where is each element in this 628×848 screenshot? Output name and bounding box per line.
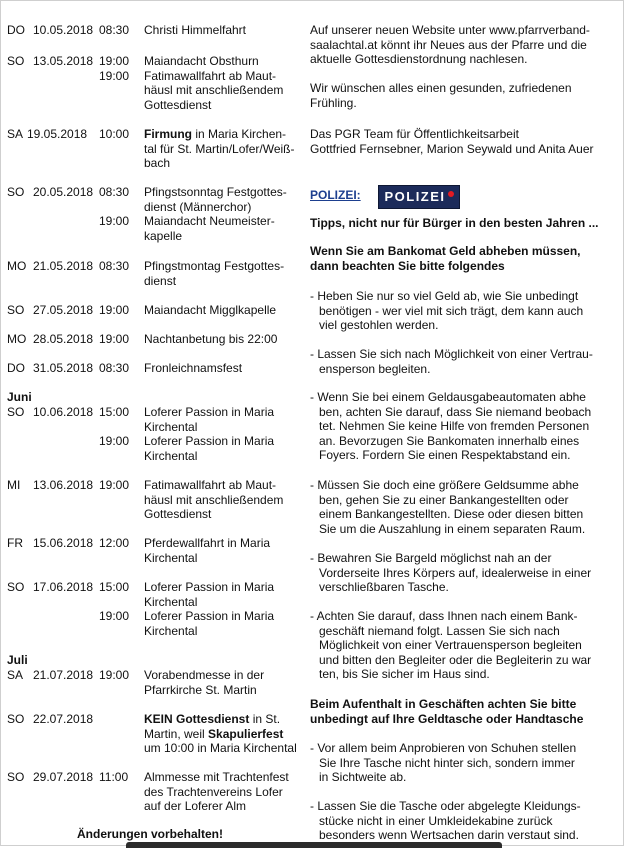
event-weekday: SO <box>7 303 25 317</box>
event-time: 08:30 <box>99 361 130 375</box>
tip-item: - Wenn Sie bei einem Geldausgabeautomaten abhe ben, achten Sie darauf, dass Sie niemand beobach tet. Nehmen Sie keine Hilfe von fremden Personen an. Bevorzugen Sie Bankomaten innerhalb eines Foyers. Fordern Sie einen Respektabstand ein. <box>310 390 592 463</box>
event-weekday: DO <box>7 23 25 37</box>
event-weekday: MO <box>7 259 27 273</box>
event-date: 15.06.2018 <box>33 536 94 550</box>
event-weekday: MO <box>7 332 27 346</box>
event-text: Maiandacht Neumeister- <box>144 214 275 229</box>
website-paragraph: Auf unserer neuen Website unter www.pfarrverband- saalachtal.at könnt ihr Neues aus der Pfarre und die aktuelle Gottesdienstordnung nachlesen. <box>310 23 590 67</box>
event-time: 19:00 <box>99 668 130 682</box>
event-text: Pfingstmontag Festgottes- <box>144 259 285 273</box>
event-date: 13.05.2018 <box>33 54 94 68</box>
event-text: Fatimawallfahrt ab Maut- <box>144 68 277 83</box>
event-weekday: SO <box>7 580 25 594</box>
event-time: 11:00 <box>99 770 129 784</box>
event-text: des Trachtenvereins Lofer <box>144 784 283 799</box>
event-text: häusl mit anschließendem <box>144 492 284 507</box>
event-highlight: Skapulierfest <box>208 726 284 741</box>
event-date: 10.06.2018 <box>33 405 94 419</box>
event-highlight: Firmung <box>144 127 192 141</box>
event-text: Pfarrkirche St. Martin <box>144 682 257 697</box>
event-weekday: DO <box>7 361 25 375</box>
tip-item: - Müssen Sie doch eine größere Geldsumme abhe ben, gehen Sie zu einer Bankangestellten oder einem Bankangestellten. Diese oder diesen bitten Sie um die Auszahlung in einem separaten Raum. <box>310 478 586 536</box>
event-text: tal für St. Martin/Lofer/Weiß- <box>144 141 295 156</box>
event-text: Loferer Passion in Maria <box>144 434 275 449</box>
event-text: Kirchental <box>144 448 198 463</box>
event-time: 19:00 <box>99 332 130 346</box>
event-highlight: KEIN Gottesdienst <box>144 712 250 726</box>
tip-item: - Heben Sie nur so viel Geld ab, wie Sie unbedingt benötigen - wer viel mit sich trägt, dem kann auch viel gestohlen werden. <box>310 289 584 333</box>
event-time: 08:30 <box>99 259 130 273</box>
badge-dot-icon <box>448 191 454 197</box>
event-date: 20.05.2018 <box>33 185 94 199</box>
event-weekday: SO <box>7 712 25 726</box>
event-time: 10:00 <box>99 127 130 141</box>
event-time: 19:00 <box>99 303 130 317</box>
event-time: 19:00 <box>99 214 130 229</box>
event-date: 19.05.2018 <box>27 127 88 141</box>
event-weekday: SO <box>7 54 25 68</box>
event-text: Kirchental <box>144 419 198 434</box>
event-weekday: SA <box>7 668 24 682</box>
event-weekday: SO <box>7 185 25 199</box>
event-text: Kirchental <box>144 594 198 609</box>
event-weekday: SO <box>7 770 25 784</box>
event-time: 12:00 <box>99 536 130 550</box>
tip-item: - Bewahren Sie Bargeld möglichst nah an der Vorderseite Ihres Körpers auf, idealerweise in einer verschließbaren Tasche. <box>310 551 592 595</box>
event-text: häusl mit anschließendem <box>144 83 284 98</box>
tips-title: Tipps, nicht nur für Bürger in den besten Jahren ... <box>310 216 599 230</box>
event-text: Almmesse mit Trachtenfest <box>144 770 289 784</box>
event-text: Kirchental <box>144 550 198 565</box>
event-time: 08:30 <box>99 23 130 37</box>
polizei-logo: POLIZEI <box>378 185 460 209</box>
event-date: 31.05.2018 <box>33 361 94 375</box>
event-date: 21.05.2018 <box>33 259 94 273</box>
event-text: um 10:00 in Maria Kirchental <box>144 741 297 756</box>
event-text: Pferdewallfahrt in Maria <box>144 536 271 550</box>
team-signature: Das PGR Team für Öffentlichkeitsarbeit Gottfried Fernsebner, Marion Seywald und Anita Auer <box>310 127 594 156</box>
event-text: bach <box>144 156 171 171</box>
event-date: 21.07.2018 <box>33 668 94 682</box>
event-weekday: FR <box>7 536 23 550</box>
event-time: 19:00 <box>99 54 130 68</box>
event-weekday: MI <box>7 478 21 492</box>
event-text: in St. <box>249 712 281 726</box>
event-time: 15:00 <box>99 580 130 594</box>
event-text: in Maria Kirchen- <box>192 127 287 141</box>
event-weekday: SO <box>7 405 25 419</box>
event-date: 22.07.2018 <box>33 712 94 726</box>
tip-item: - Achten Sie darauf, dass Ihnen nach einem Bank- geschäft niemand folgt. Lassen Sie sich nach Möglichkeit von einer Vertrauensperson begleiten und bitten den Begleiter oder die Begleiterin zu war ten, bis Sie sicher im Haus sind. <box>310 609 592 682</box>
changes-reserved-note: Änderungen vorbehalten! <box>77 827 224 841</box>
event-text: Fatimawallfahrt ab Maut- <box>144 478 277 492</box>
event-text: Vorabendmesse in der <box>144 668 265 682</box>
month-heading-july: Juli <box>7 653 28 667</box>
event-date: 28.05.2018 <box>33 332 94 346</box>
event-time: 19:00 <box>99 609 130 624</box>
event-text: Loferer Passion in Maria <box>144 609 275 624</box>
event-text: Loferer Passion in Maria <box>144 580 275 594</box>
event-text: Gottesdienst <box>144 507 212 522</box>
horizontal-scrollbar[interactable] <box>126 842 502 848</box>
event-text: Kirchental <box>144 623 198 638</box>
event-text: Maiandacht Migglkapelle <box>144 303 277 317</box>
event-text: auf der Loferer Alm <box>144 799 247 814</box>
event-weekday: SA <box>7 127 24 141</box>
event-time: 08:30 <box>99 185 130 199</box>
event-text: Nachtanbetung bis 22:00 <box>144 332 278 346</box>
tip-item: - Lassen Sie die Tasche oder abgelegte Kleidungs- stücke nicht in einer Umkleidekabine zurück besonders wenn Wertsachen darin verstaut sind. <box>310 799 581 843</box>
polizei-label: POLIZEI: <box>310 188 361 202</box>
event-text: Fronleichnamsfest <box>144 361 243 375</box>
event-date: 13.06.2018 <box>33 478 94 492</box>
event-text: Pfingstsonntag Festgottes- <box>144 185 287 199</box>
event-text: Maiandacht Obsthurn <box>144 54 259 68</box>
event-date: 27.05.2018 <box>33 303 94 317</box>
event-time: 15:00 <box>99 405 130 419</box>
tip-item: - Vor allem beim Anprobieren von Schuhen stellen Sie Ihre Tasche nicht hinter sich, sondern immer in Sichtweite ab. <box>310 741 577 785</box>
event-text: Loferer Passion in Maria <box>144 405 275 419</box>
shop-heading: Beim Aufenthalt in Geschäften achten Sie bitte unbedingt auf Ihre Geldtasche oder Handtasche <box>310 697 584 726</box>
event-text: Gottesdienst <box>144 97 212 112</box>
event-time: 19:00 <box>99 68 130 83</box>
event-text: dienst <box>144 273 177 288</box>
event-date: 10.05.2018 <box>33 23 94 37</box>
event-time: 19:00 <box>99 434 130 449</box>
event-text: kapelle <box>144 228 183 243</box>
event-time: 19:00 <box>99 478 130 492</box>
event-date: 17.06.2018 <box>33 580 94 594</box>
event-text: Martin, weil <box>144 726 209 741</box>
event-text: Christi Himmelfahrt <box>144 23 247 37</box>
atm-heading: Wenn Sie am Bankomat Geld abheben müssen, dann beachten Sie bitte folgendes <box>310 244 581 273</box>
month-heading-june: Juni <box>7 390 32 404</box>
event-text: dienst (Männerchor) <box>144 199 252 214</box>
wishes-paragraph: Wir wünschen alles einen gesunden, zufriedenen Frühling. <box>310 81 572 110</box>
tip-item: - Lassen Sie sich nach Möglichkeit von einer Vertrau- ensperson begleiten. <box>310 347 593 376</box>
event-date: 29.07.2018 <box>33 770 94 784</box>
